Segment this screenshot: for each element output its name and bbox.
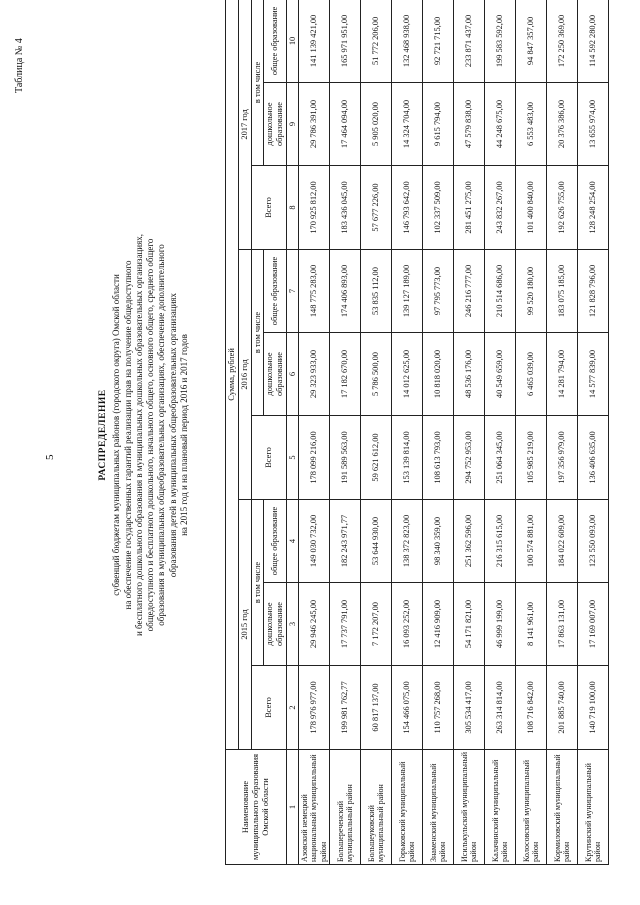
header-preschool: дошкольное образование (264, 83, 287, 166)
municipality-name: Горьковский муниципальный район (392, 750, 423, 865)
heading-line: образования в муниципальных общеобразовательных организациях, обеспечение дополнительного (156, 244, 167, 626)
table-row (547, 0, 578, 865)
header-including: в том числе (252, 500, 264, 666)
table-label: Таблица № 4 (14, 38, 25, 93)
amount-cell: 199 981 762,77 (330, 666, 361, 750)
amount-cell: 140 719 100,00 (578, 666, 609, 750)
amount-cell: 60 817 137,00 (361, 666, 392, 750)
amount-cell: 294 752 953,00 (454, 416, 485, 500)
amount-cell: 98 340 359,00 (423, 500, 454, 583)
amount-cell: 9 615 794,00 (423, 83, 454, 166)
document-title: РАСПРЕДЕЛЕНИЕ (98, 389, 108, 481)
header-sum: Сумма, рублей (226, 0, 239, 750)
column-number: 1 (287, 750, 299, 865)
amount-cell: 201 885 740,00 (547, 666, 578, 750)
amount-cell: 6 465 039,00 (516, 333, 547, 416)
amount-cell: 20 376 386,00 (547, 83, 578, 166)
amount-cell: 40 549 659,00 (485, 333, 516, 416)
amount-cell: 14 324 704,00 (392, 83, 423, 166)
amount-cell: 149 030 732,00 (299, 500, 330, 583)
table-body (299, 0, 609, 865)
header-total: Всего (252, 166, 287, 250)
heading-line: образования детей в муниципальных общеобразовательных организациях (167, 292, 178, 578)
amount-cell: 7 172 207,00 (361, 583, 392, 666)
amount-cell: 233 871 437,00 (454, 0, 485, 83)
amount-cell: 210 514 686,00 (485, 250, 516, 333)
amount-cell: 10 818 020,00 (423, 333, 454, 416)
amount-cell: 17 464 094,00 (330, 83, 361, 166)
amount-cell: 121 828 796,00 (578, 250, 609, 333)
column-number: 8 (287, 166, 299, 250)
amount-cell: 54 171 821,00 (454, 583, 485, 666)
table-row (423, 0, 454, 865)
amount-cell: 128 248 254,00 (578, 166, 609, 250)
amount-cell: 102 337 509,00 (423, 166, 454, 250)
amount-cell: 92 721 715,00 (423, 0, 454, 83)
column-number: 7 (287, 250, 299, 333)
amount-cell: 100 574 881,00 (516, 500, 547, 583)
municipality-name: Азовский немецкий национальный муниципальный район (299, 750, 330, 865)
heading-line: на обеспечение государственных гарантий реализации прав на получение общедоступного (122, 260, 133, 610)
table-row (578, 0, 609, 865)
header-general: общее образование (264, 500, 287, 583)
amount-cell: 305 534 417,00 (454, 666, 485, 750)
amount-cell: 97 795 773,00 (423, 250, 454, 333)
amount-cell: 114 592 280,00 (578, 0, 609, 83)
header-general: общее образование (264, 250, 287, 333)
amount-cell: 108 613 793,00 (423, 416, 454, 500)
amount-cell: 165 971 951,00 (330, 0, 361, 83)
amount-cell: 108 716 842,00 (516, 666, 547, 750)
header-year-2017: 2017 год (239, 0, 252, 250)
amount-cell: 110 757 268,00 (423, 666, 454, 750)
amount-cell: 123 550 093,00 (578, 500, 609, 583)
amount-cell: 99 520 180,00 (516, 250, 547, 333)
amount-cell: 29 323 933,00 (299, 333, 330, 416)
amount-cell: 251 064 345,00 (485, 416, 516, 500)
amount-cell: 178 976 977,00 (299, 666, 330, 750)
amount-cell: 197 356 979,00 (547, 416, 578, 500)
amount-cell: 46 999 199,00 (485, 583, 516, 666)
amount-cell: 5 905 020,00 (361, 83, 392, 166)
amount-cell: 12 416 909,00 (423, 583, 454, 666)
amount-cell: 263 314 814,00 (485, 666, 516, 750)
header-year-2015: 2015 год (239, 500, 252, 750)
column-number: 6 (287, 333, 299, 416)
amount-cell: 174 406 893,00 (330, 250, 361, 333)
header-preschool: дошкольное образование (264, 333, 287, 416)
municipality-name: Калачинский муниципальный район (485, 750, 516, 865)
header-total: Всего (252, 666, 287, 750)
amount-cell: 57 677 226,00 (361, 166, 392, 250)
amount-cell: 184 022 609,00 (547, 500, 578, 583)
amount-cell: 29 946 245,00 (299, 583, 330, 666)
amount-cell: 17 737 791,00 (330, 583, 361, 666)
table-row (516, 0, 547, 865)
municipality-name: Исилькульский муниципальный район (454, 750, 485, 865)
header-including: в том числе (252, 250, 264, 416)
header-including: в том числе (252, 0, 264, 166)
amount-cell: 101 400 840,00 (516, 166, 547, 250)
municipality-name: Крутинский муниципальный район (578, 750, 609, 865)
amount-cell: 17 169 007,00 (578, 583, 609, 666)
amount-cell: 216 315 615,00 (485, 500, 516, 583)
heading-line: на 2015 год и на плановый период 2016 и 2017 годов (179, 334, 190, 536)
amount-cell: 105 985 219,00 (516, 416, 547, 500)
column-number: 9 (287, 83, 299, 166)
amount-cell: 16 093 252,00 (392, 583, 423, 666)
table-row (361, 0, 392, 865)
column-number-row (287, 0, 299, 865)
table-row (454, 0, 485, 865)
amount-cell: 47 579 838,00 (454, 83, 485, 166)
amount-cell: 138 372 823,00 (392, 500, 423, 583)
amount-cell: 53 835 112,00 (361, 250, 392, 333)
amount-cell: 183 436 045,00 (330, 166, 361, 250)
amount-cell: 141 139 421,00 (299, 0, 330, 83)
amount-cell: 199 583 592,00 (485, 0, 516, 83)
amount-cell: 8 141 961,00 (516, 583, 547, 666)
amount-cell: 251 362 596,00 (454, 500, 485, 583)
heading-line: общедоступного и бесплатного дошкольного, начального общего, основного общего, среднего общего (145, 238, 156, 632)
amount-cell: 53 644 930,00 (361, 500, 392, 583)
header-general: общее образование (264, 0, 287, 83)
table-row (392, 0, 423, 865)
amount-cell: 29 786 391,00 (299, 83, 330, 166)
header-municipality: Наименование муниципального образования Омской области (226, 750, 287, 865)
table-row (485, 0, 516, 865)
amount-cell: 170 925 812,00 (299, 166, 330, 250)
amount-cell: 192 626 755,00 (547, 166, 578, 250)
amount-cell: 94 847 357,00 (516, 0, 547, 83)
column-number: 3 (287, 583, 299, 666)
amount-cell: 17 182 670,00 (330, 333, 361, 416)
amount-cell: 246 216 777,00 (454, 250, 485, 333)
amount-cell: 172 250 369,00 (547, 0, 578, 83)
header-preschool: дошкольное образование (264, 583, 287, 666)
municipality-name: Знаменский муниципальный район (423, 750, 454, 865)
amount-cell: 13 655 974,00 (578, 83, 609, 166)
amount-cell: 183 075 185,00 (547, 250, 578, 333)
amount-cell: 17 863 131,00 (547, 583, 578, 666)
amount-cell: 14 281 794,00 (547, 333, 578, 416)
amount-cell: 136 406 635,00 (578, 416, 609, 500)
column-number: 2 (287, 666, 299, 750)
amount-cell: 139 127 189,00 (392, 250, 423, 333)
page-number: 5 (44, 454, 56, 460)
amount-cell: 51 772 206,00 (361, 0, 392, 83)
table-row (330, 0, 361, 865)
column-number: 5 (287, 416, 299, 500)
document-heading (98, 215, 190, 655)
municipality-name: Большереченский муниципальный район (330, 750, 361, 865)
amount-cell: 154 466 075,00 (392, 666, 423, 750)
header-total: Всего (252, 416, 287, 500)
amount-cell: 243 832 267,00 (485, 166, 516, 250)
amount-cell: 14 012 625,00 (392, 333, 423, 416)
table-row (299, 0, 330, 865)
amount-cell: 14 577 839,00 (578, 333, 609, 416)
municipality-name: Колосовский муниципальный район (516, 750, 547, 865)
amount-cell: 132 468 938,00 (392, 0, 423, 83)
amount-cell: 48 536 176,00 (454, 333, 485, 416)
heading-line: и бесплатного дошкольного образования в муниципальных дошкольных образовательных организациях, (133, 234, 144, 637)
header-year-2016: 2016 год (239, 250, 252, 500)
subvention-table (225, 0, 609, 865)
amount-cell: 148 775 283,00 (299, 250, 330, 333)
heading-line: субвенций бюджетам муниципальных районов (городского округа) Омской области (111, 274, 122, 596)
amount-cell: 191 589 563,00 (330, 416, 361, 500)
column-number: 4 (287, 500, 299, 583)
amount-cell: 59 621 612,00 (361, 416, 392, 500)
column-number: 10 (287, 0, 299, 83)
amount-cell: 182 243 971,77 (330, 500, 361, 583)
amount-cell: 5 786 500,00 (361, 333, 392, 416)
amount-cell: 178 099 216,00 (299, 416, 330, 500)
amount-cell: 6 553 483,00 (516, 83, 547, 166)
municipality-name: Большеуковский муниципальный район (361, 750, 392, 865)
amount-cell: 281 451 275,00 (454, 166, 485, 250)
amount-cell: 153 139 814,00 (392, 416, 423, 500)
municipality-name: Кормиловский муниципальный район (547, 750, 578, 865)
amount-cell: 146 793 642,00 (392, 166, 423, 250)
amount-cell: 44 248 675,00 (485, 83, 516, 166)
